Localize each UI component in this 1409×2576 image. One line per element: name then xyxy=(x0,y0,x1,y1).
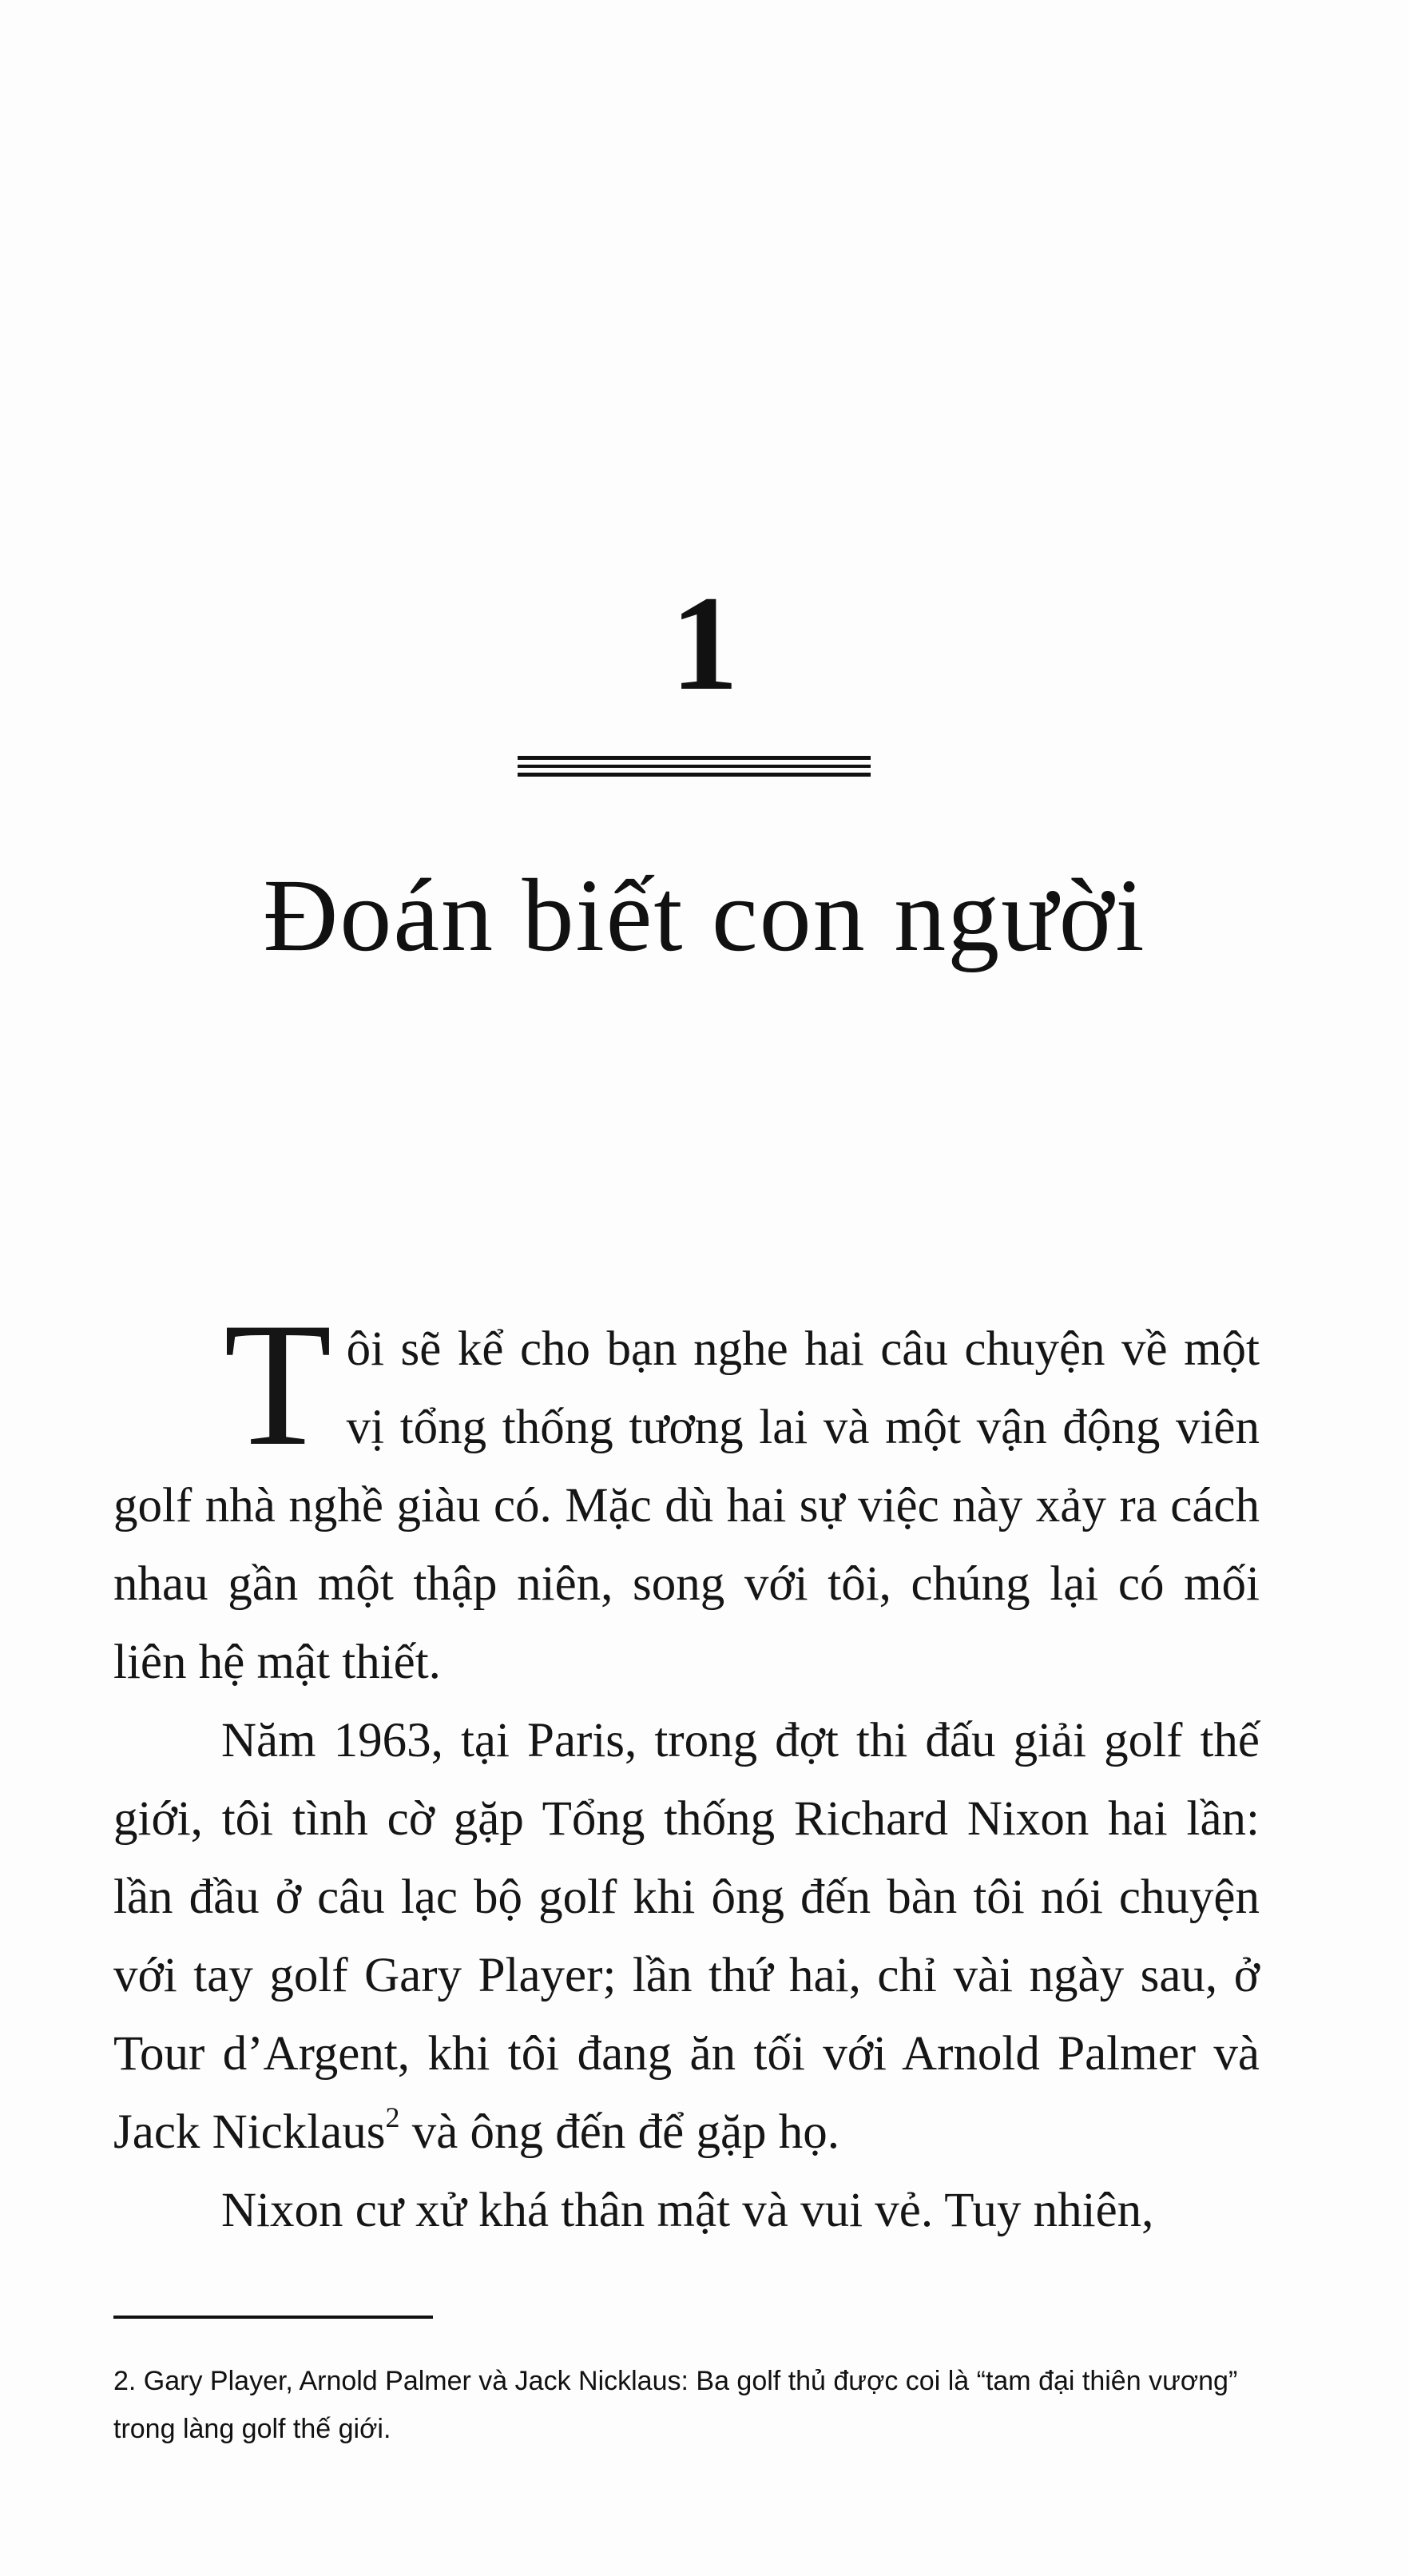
footnote-reference: 2 xyxy=(385,2101,400,2133)
footnote-text: 2. Gary Player, Arnold Palmer và Jack Nicklaus: Ba golf thủ được coi là “tam đại thiên vương” trong làng golf thế giới. xyxy=(113,2366,1238,2444)
body-text xyxy=(113,1286,1260,2250)
footnote-separator xyxy=(113,2316,433,2319)
drop-cap: T xyxy=(224,1286,332,1483)
paragraph-2 xyxy=(113,1702,1260,2172)
chapter-rule-bottom xyxy=(518,773,871,777)
paragraph-1-text: ôi sẽ kể cho bạn nghe hai câu chuyện về một vị tổng thống tương lai và một vận động viên golf nhà nghề giàu có. Mặc dù hai sự việc này xảy ra cách nhau gần một thập niên, song với tôi, chúng lại có mối liên hệ mật thiết. xyxy=(113,1322,1260,1689)
paragraph-2-text-b: và ông đến để gặp họ. xyxy=(399,2105,840,2159)
paragraph-1 xyxy=(113,1286,1260,1702)
chapter-number: 1 xyxy=(670,568,739,718)
chapter-rule-top xyxy=(518,756,871,760)
paragraph-2-text-a: Năm 1963, tại Paris, trong đợt thi đấu giải golf thế giới, tôi tình cờ gặp Tổng thống Richard Nixon hai lần: lần đầu ở câu lạc bộ golf khi ông đến bàn tôi nói chuyện với tay golf Gary Player; lần thứ hai, chỉ vài ngày sau, ở Tour d’Argent, khi tôi đang ăn tối với Arnold Palmer và Jack Nicklaus xyxy=(113,1714,1260,2159)
paragraph-3-text: Nixon cư xử khá thân mật và vui vẻ. Tuy nhiên, xyxy=(221,2184,1154,2237)
footnote xyxy=(113,2357,1264,2453)
chapter-title: Đoán biết con người xyxy=(263,858,1146,973)
chapter-rule-middle xyxy=(518,765,871,768)
paragraph-3 xyxy=(113,2172,1260,2250)
